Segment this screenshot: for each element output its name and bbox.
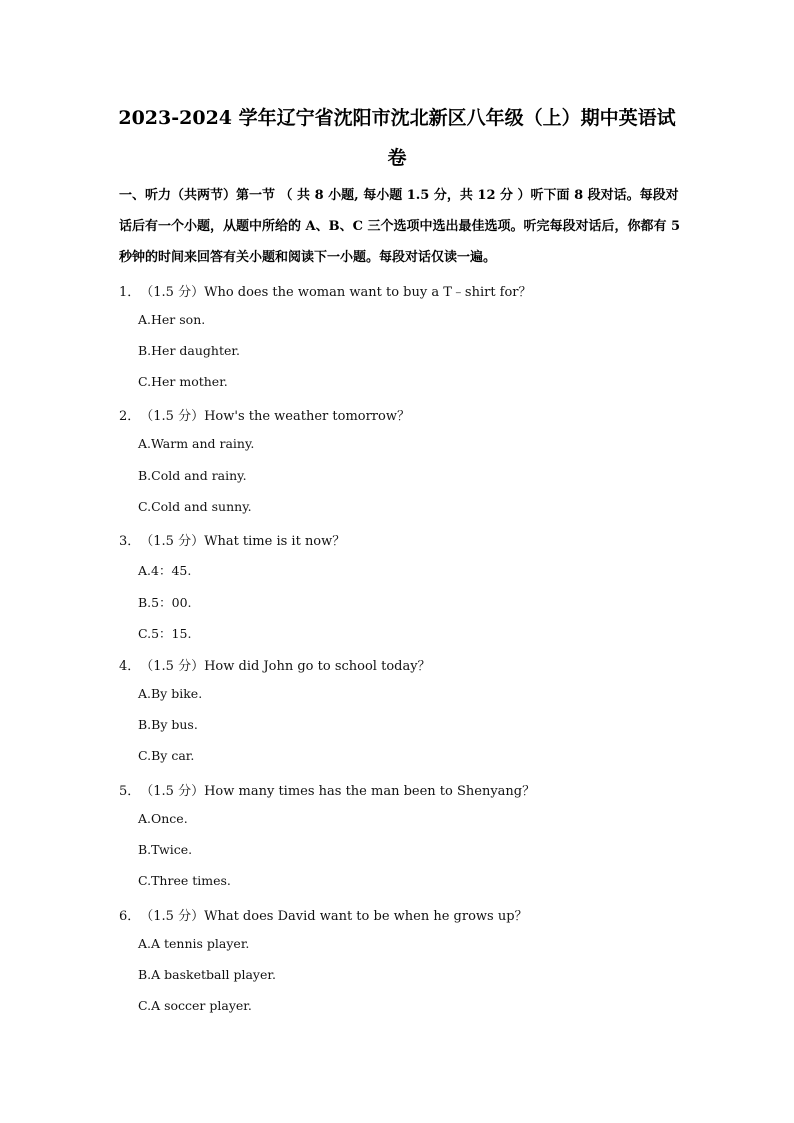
question-number: 6． — [119, 909, 141, 924]
question-text: （1.5 分）What does David want to be when he grows up？ — [140, 909, 528, 924]
question-2 — [119, 405, 410, 424]
option-b: B.Twice. — [138, 842, 193, 857]
option-c: C.Her mother. — [138, 374, 228, 389]
option-b: B.Cold and rainy. — [138, 468, 247, 483]
question-text: （1.5 分）How's the weather tomorrow？ — [140, 409, 410, 424]
option-c: C.Cold and sunny. — [138, 499, 252, 514]
option-a: A.Once. — [138, 811, 188, 826]
option-c: C.A soccer player. — [138, 998, 252, 1013]
question-number: 4． — [119, 659, 141, 674]
option-b: B.Her daughter. — [138, 343, 240, 358]
option-b: B.By bus. — [138, 717, 198, 732]
question-number: 3． — [119, 534, 141, 549]
option-c: C.Three times. — [138, 873, 231, 888]
question-6 — [119, 905, 528, 924]
option-c: C.5：15. — [138, 626, 192, 641]
option-a: A.By bike. — [138, 686, 203, 701]
question-text: （1.5 分）Who does the woman want to buy a T﹣shirt for？ — [140, 285, 532, 300]
question-number: 5． — [119, 784, 141, 799]
question-1 — [119, 281, 532, 300]
question-number: 2． — [119, 409, 141, 424]
section-instructions: 一、听力（共两节）第一节 （ 共 8 小题, 每小题 1.5 分，共 12 分 ）听下面 8 段对话。每段对话后有一个小题，从题中所给的 A、B、C 三个选项中选出最佳选项。听完每段对话后，你都有 5 秒钟的时间来回答有关小题和阅读下一小题。每段对话仅读一遍。 — [119, 188, 681, 265]
question-number: 1． — [119, 285, 141, 300]
question-text: （1.5 分）How many times has the man been to Shenyang？ — [140, 784, 536, 799]
question-text: （1.5 分）How did John go to school today？ — [140, 659, 431, 674]
option-a: A.4：45. — [138, 563, 192, 578]
question-3 — [119, 530, 345, 549]
question-4 — [119, 655, 431, 674]
exam-title: 2023-2024 学年辽宁省沈阳市沈北新区八年级（上）期中英语试卷 — [118, 107, 676, 169]
option-b: B.5：00. — [138, 595, 192, 610]
option-c: C.By car. — [138, 748, 195, 763]
option-a: A.Her son. — [138, 312, 206, 327]
option-a: A.A tennis player. — [138, 936, 250, 951]
option-b: B.A basketball player. — [138, 967, 276, 982]
option-a: A.Warm and rainy. — [138, 436, 255, 451]
question-5 — [119, 780, 535, 799]
question-text: （1.5 分）What time is it now？ — [140, 534, 346, 549]
